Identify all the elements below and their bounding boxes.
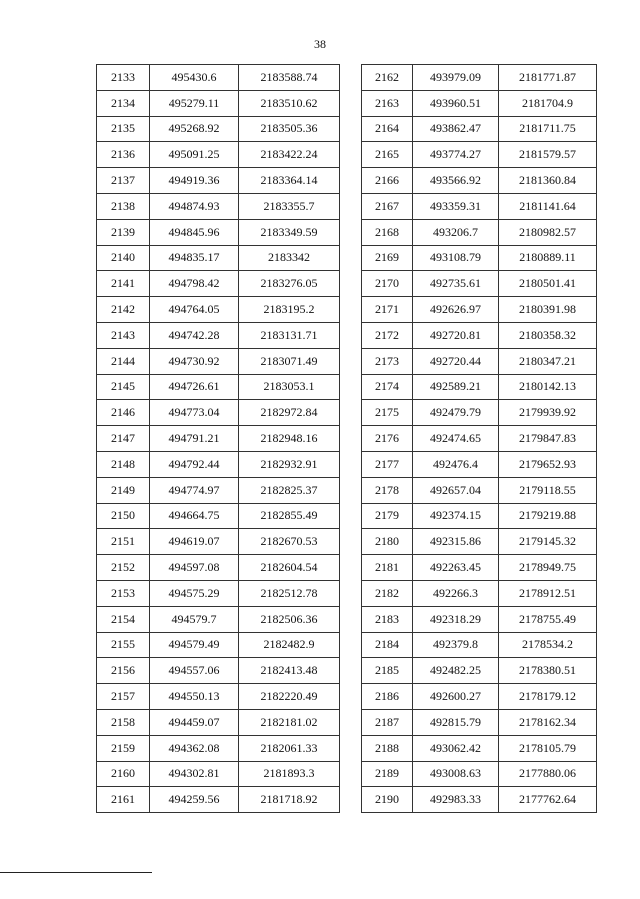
x-coordinate-cell: 493960.51 bbox=[413, 90, 499, 116]
table-row bbox=[97, 477, 340, 503]
y-coordinate-cell: 2183422.24 bbox=[239, 142, 340, 168]
footnote-rule bbox=[0, 872, 152, 873]
y-coordinate-cell: 2179219.88 bbox=[499, 503, 597, 529]
y-coordinate-cell: 2182061.33 bbox=[239, 735, 340, 761]
table-row bbox=[362, 142, 597, 168]
table-row bbox=[362, 451, 597, 477]
y-coordinate-cell: 2182482.9 bbox=[239, 632, 340, 658]
y-coordinate-cell: 2181141.64 bbox=[499, 193, 597, 219]
y-coordinate-cell: 2182855.49 bbox=[239, 503, 340, 529]
y-coordinate-cell: 2183276.05 bbox=[239, 271, 340, 297]
point-id-cell: 2133 bbox=[97, 65, 150, 91]
table-row bbox=[97, 503, 340, 529]
x-coordinate-cell: 494774.97 bbox=[150, 477, 239, 503]
y-coordinate-cell: 2180358.32 bbox=[499, 322, 597, 348]
table-row bbox=[362, 529, 597, 555]
x-coordinate-cell: 493774.27 bbox=[413, 142, 499, 168]
table-row bbox=[97, 555, 340, 581]
point-id-cell: 2171 bbox=[362, 297, 413, 323]
x-coordinate-cell: 493008.63 bbox=[413, 761, 499, 787]
table-row bbox=[362, 168, 597, 194]
y-coordinate-cell: 2179118.55 bbox=[499, 477, 597, 503]
y-coordinate-cell: 2178162.34 bbox=[499, 709, 597, 735]
x-coordinate-cell: 493062.42 bbox=[413, 735, 499, 761]
y-coordinate-cell: 2181771.87 bbox=[499, 65, 597, 91]
point-id-cell: 2160 bbox=[97, 761, 150, 787]
y-coordinate-cell: 2179939.92 bbox=[499, 400, 597, 426]
point-id-cell: 2148 bbox=[97, 451, 150, 477]
y-coordinate-cell: 2178912.51 bbox=[499, 580, 597, 606]
y-coordinate-cell: 2180142.13 bbox=[499, 374, 597, 400]
point-id-cell: 2178 bbox=[362, 477, 413, 503]
point-id-cell: 2150 bbox=[97, 503, 150, 529]
table-row bbox=[362, 90, 597, 116]
point-id-cell: 2173 bbox=[362, 348, 413, 374]
table-row bbox=[97, 193, 340, 219]
y-coordinate-cell: 2178105.79 bbox=[499, 735, 597, 761]
x-coordinate-cell: 494459.07 bbox=[150, 709, 239, 735]
point-id-cell: 2140 bbox=[97, 245, 150, 271]
table-row bbox=[362, 374, 597, 400]
y-coordinate-cell: 2179145.32 bbox=[499, 529, 597, 555]
x-coordinate-cell: 492600.27 bbox=[413, 684, 499, 710]
x-coordinate-cell: 494742.28 bbox=[150, 322, 239, 348]
table-row bbox=[362, 632, 597, 658]
table-row bbox=[97, 787, 340, 813]
x-coordinate-cell: 492983.33 bbox=[413, 787, 499, 813]
point-id-cell: 2135 bbox=[97, 116, 150, 142]
table-row bbox=[97, 735, 340, 761]
point-id-cell: 2179 bbox=[362, 503, 413, 529]
y-coordinate-cell: 2182220.49 bbox=[239, 684, 340, 710]
x-coordinate-cell: 492374.15 bbox=[413, 503, 499, 529]
y-coordinate-cell: 2181711.75 bbox=[499, 116, 597, 142]
y-coordinate-cell: 2180889.11 bbox=[499, 245, 597, 271]
x-coordinate-cell: 494619.07 bbox=[150, 529, 239, 555]
table-row bbox=[97, 374, 340, 400]
x-coordinate-cell: 494597.08 bbox=[150, 555, 239, 581]
table-row bbox=[362, 348, 597, 374]
y-coordinate-cell: 2181704.9 bbox=[499, 90, 597, 116]
x-coordinate-cell: 492479.79 bbox=[413, 400, 499, 426]
y-coordinate-cell: 2178179.12 bbox=[499, 684, 597, 710]
table-row bbox=[97, 271, 340, 297]
x-coordinate-cell: 493566.92 bbox=[413, 168, 499, 194]
point-id-cell: 2186 bbox=[362, 684, 413, 710]
point-id-cell: 2187 bbox=[362, 709, 413, 735]
point-id-cell: 2145 bbox=[97, 374, 150, 400]
table-row bbox=[97, 348, 340, 374]
table-row bbox=[362, 580, 597, 606]
point-id-cell: 2177 bbox=[362, 451, 413, 477]
y-coordinate-cell: 2181893.3 bbox=[239, 761, 340, 787]
point-id-cell: 2184 bbox=[362, 632, 413, 658]
table-row bbox=[97, 709, 340, 735]
x-coordinate-cell: 492815.79 bbox=[413, 709, 499, 735]
point-id-cell: 2172 bbox=[362, 322, 413, 348]
table-row bbox=[97, 245, 340, 271]
y-coordinate-cell: 2177880.06 bbox=[499, 761, 597, 787]
x-coordinate-cell: 492735.61 bbox=[413, 271, 499, 297]
y-coordinate-cell: 2183588.74 bbox=[239, 65, 340, 91]
x-coordinate-cell: 494773.04 bbox=[150, 400, 239, 426]
x-coordinate-cell: 493862.47 bbox=[413, 116, 499, 142]
y-coordinate-cell: 2180391.98 bbox=[499, 297, 597, 323]
y-coordinate-cell: 2183349.59 bbox=[239, 219, 340, 245]
table-row bbox=[362, 297, 597, 323]
x-coordinate-cell: 494764.05 bbox=[150, 297, 239, 323]
x-coordinate-cell: 492315.86 bbox=[413, 529, 499, 555]
table-row bbox=[362, 735, 597, 761]
point-id-cell: 2166 bbox=[362, 168, 413, 194]
y-coordinate-cell: 2182181.02 bbox=[239, 709, 340, 735]
point-id-cell: 2168 bbox=[362, 219, 413, 245]
x-coordinate-cell: 494550.13 bbox=[150, 684, 239, 710]
table-row bbox=[362, 787, 597, 813]
y-coordinate-cell: 2183053.1 bbox=[239, 374, 340, 400]
table-row bbox=[97, 116, 340, 142]
table-row bbox=[97, 168, 340, 194]
x-coordinate-cell: 493206.7 bbox=[413, 219, 499, 245]
point-id-cell: 2185 bbox=[362, 658, 413, 684]
y-coordinate-cell: 2182972.84 bbox=[239, 400, 340, 426]
point-id-cell: 2188 bbox=[362, 735, 413, 761]
x-coordinate-cell: 492626.97 bbox=[413, 297, 499, 323]
point-id-cell: 2189 bbox=[362, 761, 413, 787]
table-row bbox=[362, 65, 597, 91]
coordinate-table-left-body bbox=[97, 65, 340, 813]
point-id-cell: 2167 bbox=[362, 193, 413, 219]
x-coordinate-cell: 492379.8 bbox=[413, 632, 499, 658]
point-id-cell: 2182 bbox=[362, 580, 413, 606]
y-coordinate-cell: 2179847.83 bbox=[499, 426, 597, 452]
x-coordinate-cell: 493359.31 bbox=[413, 193, 499, 219]
point-id-cell: 2144 bbox=[97, 348, 150, 374]
table-row bbox=[97, 322, 340, 348]
table-row bbox=[97, 529, 340, 555]
table-row bbox=[362, 245, 597, 271]
x-coordinate-cell: 494845.96 bbox=[150, 219, 239, 245]
y-coordinate-cell: 2182413.48 bbox=[239, 658, 340, 684]
point-id-cell: 2164 bbox=[362, 116, 413, 142]
table-row bbox=[362, 322, 597, 348]
table-row bbox=[97, 658, 340, 684]
table-row bbox=[97, 219, 340, 245]
coordinate-table-right bbox=[361, 64, 597, 813]
point-id-cell: 2146 bbox=[97, 400, 150, 426]
point-id-cell: 2161 bbox=[97, 787, 150, 813]
coordinate-table-left bbox=[96, 64, 340, 813]
table-row bbox=[362, 271, 597, 297]
y-coordinate-cell: 2178380.51 bbox=[499, 658, 597, 684]
table-row bbox=[362, 606, 597, 632]
point-id-cell: 2176 bbox=[362, 426, 413, 452]
y-coordinate-cell: 2182948.16 bbox=[239, 426, 340, 452]
point-id-cell: 2163 bbox=[362, 90, 413, 116]
point-id-cell: 2158 bbox=[97, 709, 150, 735]
point-id-cell: 2156 bbox=[97, 658, 150, 684]
x-coordinate-cell: 494798.42 bbox=[150, 271, 239, 297]
table-row bbox=[362, 219, 597, 245]
x-coordinate-cell: 493979.09 bbox=[413, 65, 499, 91]
x-coordinate-cell: 494791.21 bbox=[150, 426, 239, 452]
table-row bbox=[362, 684, 597, 710]
x-coordinate-cell: 492476.4 bbox=[413, 451, 499, 477]
x-coordinate-cell: 495430.6 bbox=[150, 65, 239, 91]
x-coordinate-cell: 495091.25 bbox=[150, 142, 239, 168]
y-coordinate-cell: 2178534.2 bbox=[499, 632, 597, 658]
y-coordinate-cell: 2183071.49 bbox=[239, 348, 340, 374]
x-coordinate-cell: 494726.61 bbox=[150, 374, 239, 400]
y-coordinate-cell: 2180501.41 bbox=[499, 271, 597, 297]
x-coordinate-cell: 494579.49 bbox=[150, 632, 239, 658]
x-coordinate-cell: 494362.08 bbox=[150, 735, 239, 761]
x-coordinate-cell: 493108.79 bbox=[413, 245, 499, 271]
point-id-cell: 2180 bbox=[362, 529, 413, 555]
point-id-cell: 2183 bbox=[362, 606, 413, 632]
x-coordinate-cell: 492657.04 bbox=[413, 477, 499, 503]
table-row bbox=[97, 632, 340, 658]
x-coordinate-cell: 492266.3 bbox=[413, 580, 499, 606]
x-coordinate-cell: 494874.93 bbox=[150, 193, 239, 219]
table-row bbox=[97, 400, 340, 426]
point-id-cell: 2170 bbox=[362, 271, 413, 297]
point-id-cell: 2151 bbox=[97, 529, 150, 555]
x-coordinate-cell: 494579.7 bbox=[150, 606, 239, 632]
y-coordinate-cell: 2181718.92 bbox=[239, 787, 340, 813]
point-id-cell: 2190 bbox=[362, 787, 413, 813]
y-coordinate-cell: 2183342 bbox=[239, 245, 340, 271]
y-coordinate-cell: 2182506.36 bbox=[239, 606, 340, 632]
point-id-cell: 2149 bbox=[97, 477, 150, 503]
table-row bbox=[97, 684, 340, 710]
table-row bbox=[97, 761, 340, 787]
table-row bbox=[362, 761, 597, 787]
y-coordinate-cell: 2177762.64 bbox=[499, 787, 597, 813]
y-coordinate-cell: 2183131.71 bbox=[239, 322, 340, 348]
y-coordinate-cell: 2178755.49 bbox=[499, 606, 597, 632]
point-id-cell: 2162 bbox=[362, 65, 413, 91]
x-coordinate-cell: 492589.21 bbox=[413, 374, 499, 400]
table-row bbox=[362, 477, 597, 503]
point-id-cell: 2142 bbox=[97, 297, 150, 323]
y-coordinate-cell: 2183364.14 bbox=[239, 168, 340, 194]
y-coordinate-cell: 2183510.62 bbox=[239, 90, 340, 116]
table-row bbox=[362, 709, 597, 735]
y-coordinate-cell: 2181360.84 bbox=[499, 168, 597, 194]
point-id-cell: 2174 bbox=[362, 374, 413, 400]
y-coordinate-cell: 2182670.53 bbox=[239, 529, 340, 555]
table-row bbox=[97, 142, 340, 168]
x-coordinate-cell: 495268.92 bbox=[150, 116, 239, 142]
point-id-cell: 2159 bbox=[97, 735, 150, 761]
y-coordinate-cell: 2182825.37 bbox=[239, 477, 340, 503]
point-id-cell: 2136 bbox=[97, 142, 150, 168]
y-coordinate-cell: 2183355.7 bbox=[239, 193, 340, 219]
x-coordinate-cell: 494835.17 bbox=[150, 245, 239, 271]
x-coordinate-cell: 492318.29 bbox=[413, 606, 499, 632]
y-coordinate-cell: 2180982.57 bbox=[499, 219, 597, 245]
point-id-cell: 2141 bbox=[97, 271, 150, 297]
y-coordinate-cell: 2178949.75 bbox=[499, 555, 597, 581]
table-row bbox=[362, 116, 597, 142]
table-row bbox=[362, 503, 597, 529]
point-id-cell: 2143 bbox=[97, 322, 150, 348]
table-row bbox=[362, 555, 597, 581]
table-row bbox=[97, 426, 340, 452]
y-coordinate-cell: 2179652.93 bbox=[499, 451, 597, 477]
y-coordinate-cell: 2182604.54 bbox=[239, 555, 340, 581]
x-coordinate-cell: 492474.65 bbox=[413, 426, 499, 452]
table-row bbox=[97, 580, 340, 606]
point-id-cell: 2152 bbox=[97, 555, 150, 581]
table-row bbox=[97, 90, 340, 116]
x-coordinate-cell: 494730.92 bbox=[150, 348, 239, 374]
point-id-cell: 2181 bbox=[362, 555, 413, 581]
point-id-cell: 2139 bbox=[97, 219, 150, 245]
x-coordinate-cell: 494919.36 bbox=[150, 168, 239, 194]
point-id-cell: 2153 bbox=[97, 580, 150, 606]
point-id-cell: 2169 bbox=[362, 245, 413, 271]
point-id-cell: 2134 bbox=[97, 90, 150, 116]
x-coordinate-cell: 492720.81 bbox=[413, 322, 499, 348]
point-id-cell: 2157 bbox=[97, 684, 150, 710]
table-row bbox=[97, 606, 340, 632]
table-row bbox=[362, 193, 597, 219]
x-coordinate-cell: 495279.11 bbox=[150, 90, 239, 116]
x-coordinate-cell: 494259.56 bbox=[150, 787, 239, 813]
x-coordinate-cell: 492482.25 bbox=[413, 658, 499, 684]
page-number: 38 bbox=[314, 37, 326, 51]
y-coordinate-cell: 2182512.78 bbox=[239, 580, 340, 606]
point-id-cell: 2165 bbox=[362, 142, 413, 168]
x-coordinate-cell: 494575.29 bbox=[150, 580, 239, 606]
x-coordinate-cell: 492263.45 bbox=[413, 555, 499, 581]
x-coordinate-cell: 494557.06 bbox=[150, 658, 239, 684]
table-row bbox=[97, 451, 340, 477]
table-row bbox=[362, 400, 597, 426]
y-coordinate-cell: 2183195.2 bbox=[239, 297, 340, 323]
point-id-cell: 2175 bbox=[362, 400, 413, 426]
point-id-cell: 2147 bbox=[97, 426, 150, 452]
x-coordinate-cell: 494302.81 bbox=[150, 761, 239, 787]
point-id-cell: 2154 bbox=[97, 606, 150, 632]
y-coordinate-cell: 2182932.91 bbox=[239, 451, 340, 477]
point-id-cell: 2155 bbox=[97, 632, 150, 658]
x-coordinate-cell: 492720.44 bbox=[413, 348, 499, 374]
y-coordinate-cell: 2183505.36 bbox=[239, 116, 340, 142]
x-coordinate-cell: 494664.75 bbox=[150, 503, 239, 529]
y-coordinate-cell: 2180347.21 bbox=[499, 348, 597, 374]
table-row bbox=[362, 426, 597, 452]
point-id-cell: 2137 bbox=[97, 168, 150, 194]
y-coordinate-cell: 2181579.57 bbox=[499, 142, 597, 168]
coordinate-table-right-body bbox=[362, 65, 597, 813]
x-coordinate-cell: 494792.44 bbox=[150, 451, 239, 477]
table-row bbox=[362, 658, 597, 684]
point-id-cell: 2138 bbox=[97, 193, 150, 219]
table-row bbox=[97, 297, 340, 323]
table-row bbox=[97, 65, 340, 91]
